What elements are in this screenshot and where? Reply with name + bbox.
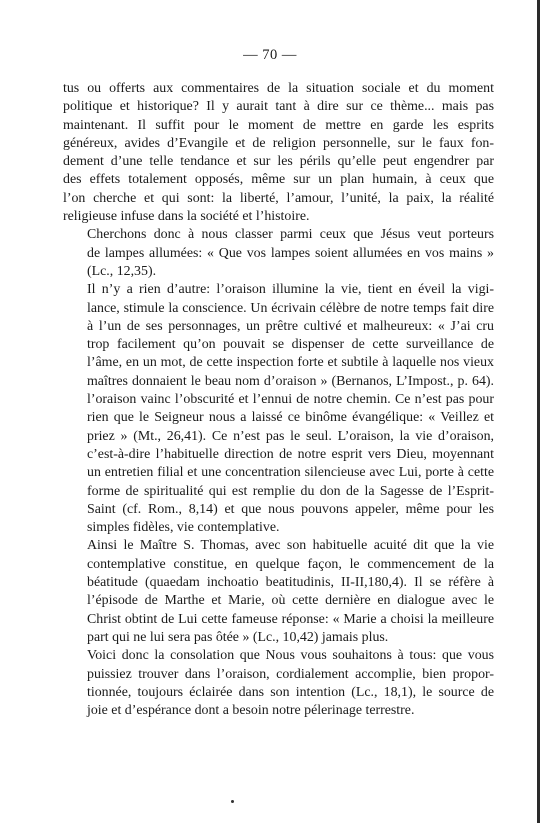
- text-line: maîtres donnaient le beau nom d’oraison » (Bernanos, L’Impost., p. 64).: [87, 373, 494, 389]
- text-line: priez » (Mt., 26,41). Ce n’est pas le seul. L’oraison, la vie d’oraison,: [87, 428, 494, 444]
- text-line: l’on cherche et qui sont: la liberté, l’amour, l’unité, la paix, la réalité: [63, 190, 494, 206]
- text-line: simples fidèles, vie contemplative.: [87, 520, 280, 536]
- paragraph: [63, 281, 494, 537]
- paragraph: [63, 647, 494, 720]
- text-line: l’épisode de Marthe et Marie, où cette dernière en dialogue avec le: [87, 593, 494, 609]
- text-line: part qui ne lui sera pas ôtée » (Lc., 10,42) jamais plus.: [87, 629, 389, 645]
- text-line: contemplative constitue, en quelque façon, le commencement de la: [87, 556, 494, 572]
- text-line: Saint (cf. Rom., 8,14) et que nous pouvons appeler, même pour les: [87, 501, 494, 517]
- text-line: puissiez trouver dans l’oraison, cordialement accomplie, bien propor-: [87, 666, 494, 682]
- text-line: Voici donc la consolation que Nous vous souhaitons à tous: que vous: [87, 648, 494, 664]
- text-line: Il n’y a rien d’autre: l’oraison illumine la vie, tient en éveil la vigi-: [87, 282, 494, 298]
- text-line: tus ou offerts aux commentaires de la situation sociale et du moment: [63, 81, 494, 96]
- body-text: [63, 80, 494, 720]
- text-line: béatitude (quaedam inchoatio beatitudinis, II-II,180,4). Il se réfère à: [87, 575, 494, 591]
- text-line: maintenant. Il suffit pour le moment de mettre en garde les esprits: [63, 117, 494, 133]
- text-line: joie et d’espérance dont a besoin notre pélerinage terrestre.: [87, 703, 415, 719]
- text-line: Ainsi le Maître S. Thomas, avec son habituelle acuité dit que la vie: [87, 538, 494, 554]
- text-line: dement d’une telle tendance et sur les périls qu’elle peut engendrer par: [63, 154, 494, 170]
- text-line: un entretien filial et une concentration silencieuse avec Lui, porte à cette: [87, 465, 494, 481]
- text-line: généreux, avides d’Evangile et de religion personnelle, sur le faux fon-: [63, 135, 494, 151]
- paragraph: [63, 80, 494, 226]
- text-line: Cherchons donc à nous classer parmi ceux que Jésus veut porteurs: [87, 227, 494, 243]
- text-line: politique et historique? Il y aurait tant à dire sur ce thème... mais pas: [63, 99, 494, 115]
- text-line: à l’un de ses personnages, un prêtre cultivé et malheureux: « J’ai cru: [87, 318, 494, 334]
- text-line: rien que le Seigneur nous a laissé ce binôme évangélique: « Veillez et: [87, 410, 494, 426]
- text-line: de lampes allumées: « Que vos lampes soient allumées en vos mains »: [87, 245, 494, 261]
- text-line: lance, stimule la conscience. Un écrivain célèbre de notre temps fait dire: [87, 300, 494, 316]
- text-line: l’oraison vainc l’obscurité et l’ennui de notre chemin. Ce n’est pas pour: [87, 392, 494, 408]
- text-line: forme de spiritualité qui est remplie du don de la Sagesse de l’Esprit-: [87, 483, 494, 499]
- ink-dot: [231, 800, 234, 803]
- text-line: (Lc., 12,35).: [87, 263, 157, 279]
- text-line: religieuse infuse dans la société et l’histoire.: [63, 209, 310, 225]
- text-line: Christ obtint de Lui cette fameuse réponse: « Marie a choisi la meilleure: [87, 611, 494, 627]
- paragraph: [63, 537, 494, 647]
- text-line: c’est-à-dire l’habituelle direction de notre esprit vers Dieu, moyennant: [87, 446, 494, 462]
- page-number: — 70 —: [243, 47, 297, 63]
- text-line: des effets totalement opposés, même sur un plan humain, à ceux que: [63, 172, 494, 188]
- text-line: tionnée, toujours éclairée dans son intention (Lc., 18,1), le source de: [87, 684, 494, 700]
- paragraph: [63, 226, 494, 281]
- text-line: l’âme, en un mot, de cette inspection forte et subtile à laquelle nos vieux: [87, 355, 494, 371]
- text-line: trop facilement qu’on pouvait se dispenser de cette surveillance de: [87, 337, 494, 353]
